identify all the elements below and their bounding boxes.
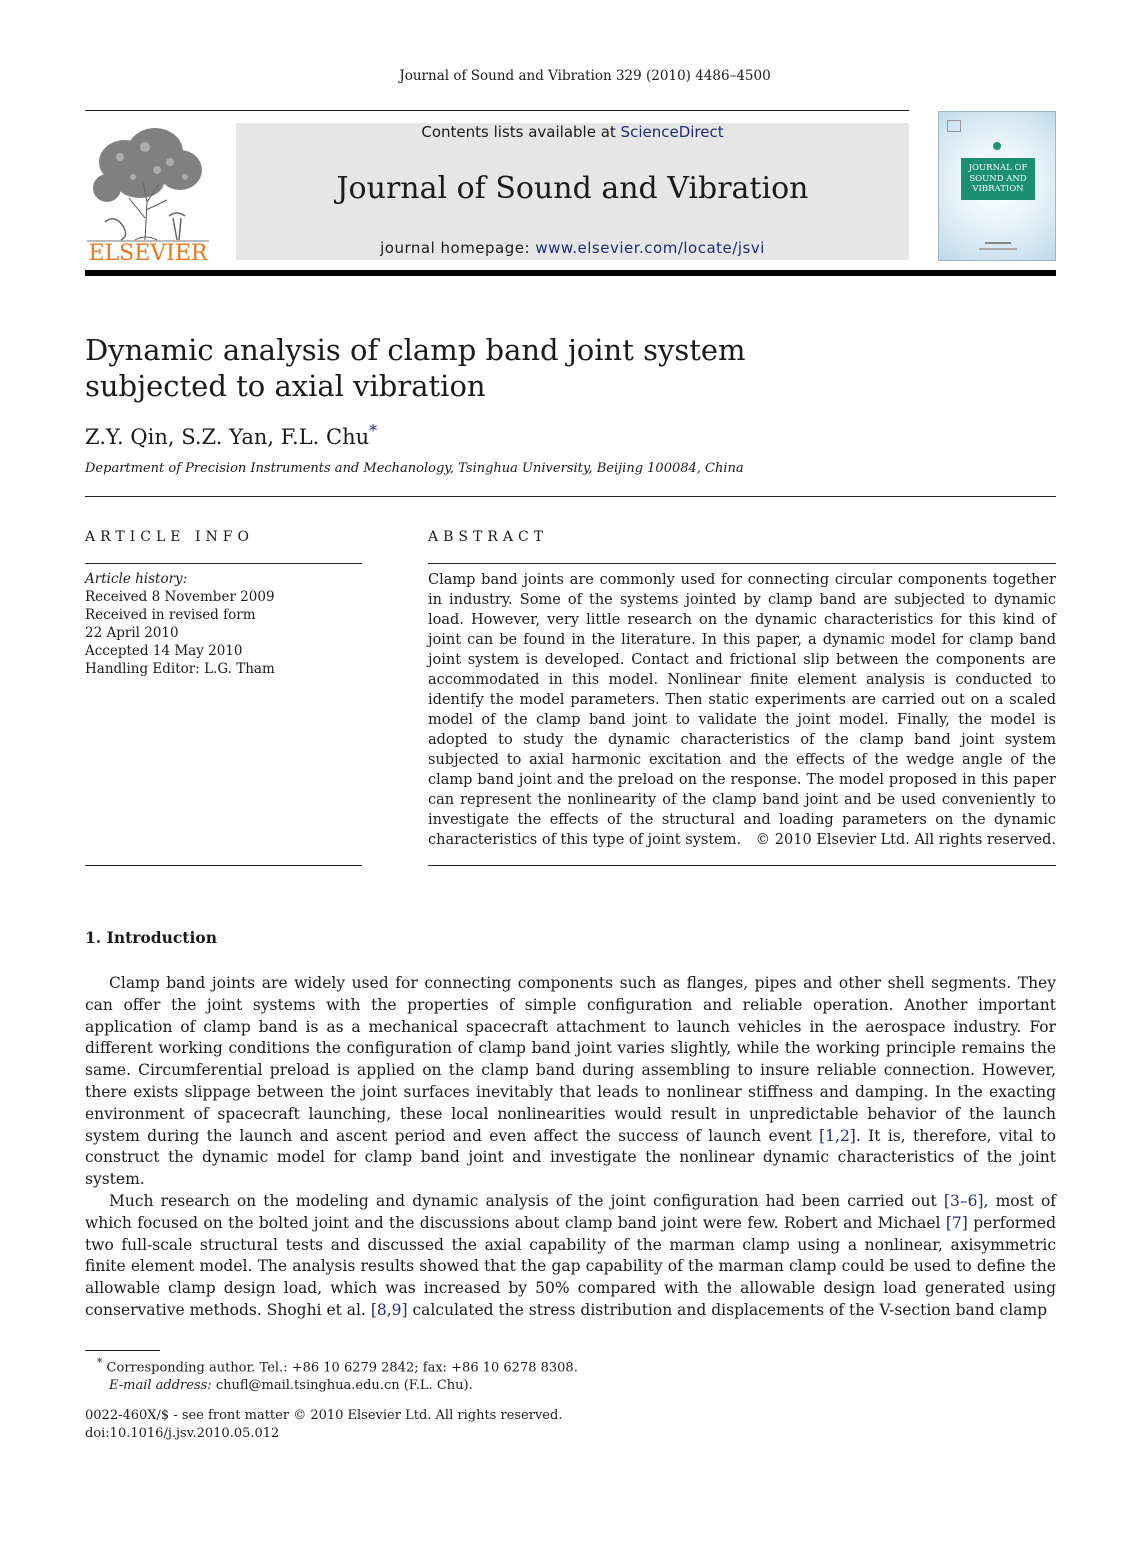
- cover-footer-mark: [985, 242, 1011, 244]
- cover-title: JOURNAL OF SOUND AND VIBRATION: [961, 158, 1035, 200]
- abstract-text: Clamp band joints are commonly used for connecting circular components together in industry. Some of the systems jointed by clamp band are subjected to dynamic load. However, very little research on the dynamic characteristics for this kind of joint can be found in the literature. In this paper, a dynamic model for clamp band joint system is developed. Contact and frictional slip between the components are accommodated in this model. Nonlinear finite element analysis is conducted to identify the model parameters. Then static experiments are carried out on a scaled model of the clamp band joint to validate the joint model. Finally, the model is adopted to study the dynamic characteristics of the clamp band joint system subjected to axial harmonic excitation and the effects of the wedge angle of the clamp band joint and the preload on the response. The model proposed in this paper can represent the nonlinearity of the clamp band joint and be used conveniently to investigate the effects of the structural and loading parameters on the dynamic characteristics of this type of joint system.: [428, 572, 1056, 848]
- publisher-mini-logo-icon: [947, 120, 961, 132]
- history-line: Handling Editor: L.G. Tham: [85, 661, 275, 677]
- sciencedirect-link[interactable]: ScienceDirect: [620, 123, 724, 141]
- homepage-link[interactable]: www.elsevier.com/locate/jsvi: [535, 239, 765, 257]
- header-rule: [85, 110, 909, 111]
- section-heading-introduction: 1. Introduction: [85, 928, 217, 947]
- citation-link[interactable]: [3–6]: [943, 1191, 984, 1210]
- journal-banner: [236, 123, 909, 260]
- title-line-1: Dynamic analysis of clamp band joint system: [85, 333, 746, 367]
- history-line: Accepted 14 May 2010: [85, 643, 243, 659]
- contents-prefix: Contents lists available at: [421, 123, 621, 141]
- citation-link[interactable]: [7]: [945, 1213, 968, 1232]
- history-label: Article history:: [85, 571, 188, 587]
- history-line: 22 April 2010: [85, 625, 179, 641]
- paragraph: [85, 1191, 1056, 1322]
- footnote-rule: [85, 1350, 160, 1351]
- affiliation-rule: [85, 496, 1056, 497]
- abstract-rule-top: [428, 563, 1056, 564]
- footnote-mark: *: [97, 1356, 103, 1369]
- citation-link[interactable]: [1,2]: [819, 1126, 856, 1145]
- paragraph: [85, 973, 1056, 1191]
- article-history: [85, 570, 362, 678]
- title-line-2: subjected to axial vibration: [85, 369, 486, 403]
- journal-title: Journal of Sound and Vibration: [336, 171, 809, 206]
- history-line: Received in revised form: [85, 607, 256, 623]
- svg-text:ELSEVIER: ELSEVIER: [88, 241, 208, 262]
- issn-line: 0022-460X/$ - see front matter © 2010 Elsevier Ltd. All rights reserved.: [85, 1408, 563, 1423]
- header-thick-rule: [85, 270, 1056, 276]
- footnote-text: Corresponding author. Tel.: +86 10 6279 2842; fax: +86 10 6278 8308.: [102, 1360, 578, 1376]
- contents-line: [236, 123, 909, 141]
- journal-cover[interactable]: [938, 111, 1056, 261]
- elsevier-logo[interactable]: [85, 122, 211, 262]
- article-info-rule-bottom: [85, 865, 362, 866]
- author-names: Z.Y. Qin, S.Z. Yan, F.L. Chu: [85, 425, 370, 449]
- email-address[interactable]: chufl@mail.tsinghua.edu.cn (F.L. Chu).: [211, 1378, 473, 1394]
- article-title: [85, 332, 885, 404]
- history-line: Received 8 November 2009: [85, 589, 275, 605]
- abstract-rule-bottom: [428, 865, 1056, 866]
- homepage-prefix: journal homepage:: [380, 239, 536, 257]
- front-matter: [85, 1407, 1056, 1443]
- text-run: calculated the stress distribution and displacements of the V-section band clamp: [407, 1300, 1048, 1319]
- corresponding-mark[interactable]: *: [369, 421, 378, 440]
- text-run: Clamp band joints are widely used for connecting components such as flanges, pipes and other shell segments. They can offer the joint systems with the properties of simple configuration and reliable operation. Another important application of clamp band is as a mechanical spacecraft attachment to launch vehicles in the aerospace industry. For different working conditions the configuration of clamp band joint varies slightly, while the working principle remains the same. Circumferential preload is applied on the clamp band during assembling to insure reliable connection. However, there exists slippage between the joint surfaces inevitably that leads to nonlinear stiffness and damping. In the exacting environment of spacecraft launching, these local nonlinearities would result in unpredictable behavior of the launch system during the launch and ascent period and even affect the success of launch event: [85, 974, 1056, 1145]
- cover-footer-mark-2: [979, 248, 1017, 250]
- abstract-copyright: © 2010 Elsevier Ltd. All rights reserved.: [755, 832, 1056, 848]
- article-info-heading: ARTICLE INFO: [85, 529, 254, 545]
- footnote: [85, 1354, 1056, 1395]
- abstract-heading: ABSTRACT: [428, 529, 549, 545]
- text-run: , most of which focused on the bolted joint and the discussions about clamp band joint were few. Robert and Michael: [85, 1191, 1057, 1232]
- cover-emblem-icon: [993, 142, 1001, 150]
- doi-line[interactable]: doi:10.1016/j.jsv.2010.05.012: [85, 1426, 280, 1441]
- affiliation: Department of Precision Instruments and Mechanology, Tsinghua University, Beijing 100084, China: [85, 461, 744, 476]
- text-run: performed two full-scale structural tests and discussed the axial capability of the marman clamp using a nonlinear, axisymmetric finite element model. The analysis results showed that the gap capability of the marman clamp could be used to define the allowable clamp design load, which was increased by 50% compared with the allowable design load generated using conservative methods. Shoghi et al.: [85, 1213, 1057, 1319]
- running-head: Journal of Sound and Vibration 329 (2010) 4486–4500: [399, 68, 771, 84]
- body-text: [85, 973, 1056, 1322]
- citation-link[interactable]: [8,9]: [370, 1300, 408, 1319]
- text-run: Much research on the modeling and dynamic analysis of the joint configuration had been carried out: [109, 1191, 944, 1210]
- authors: [85, 421, 377, 449]
- elsevier-tree-icon: [85, 122, 211, 262]
- text-run: . It is, therefore, vital to construct the dynamic model for clamp band joint and investigate the nonlinear dynamic characteristics of the joint system.: [85, 1126, 1056, 1189]
- footnote-email: [85, 1377, 1056, 1395]
- email-label: E-mail address:: [109, 1378, 212, 1394]
- article-info-rule-top: [85, 563, 362, 564]
- footnote-corresponding: [85, 1354, 1056, 1377]
- homepage-line: [236, 239, 909, 257]
